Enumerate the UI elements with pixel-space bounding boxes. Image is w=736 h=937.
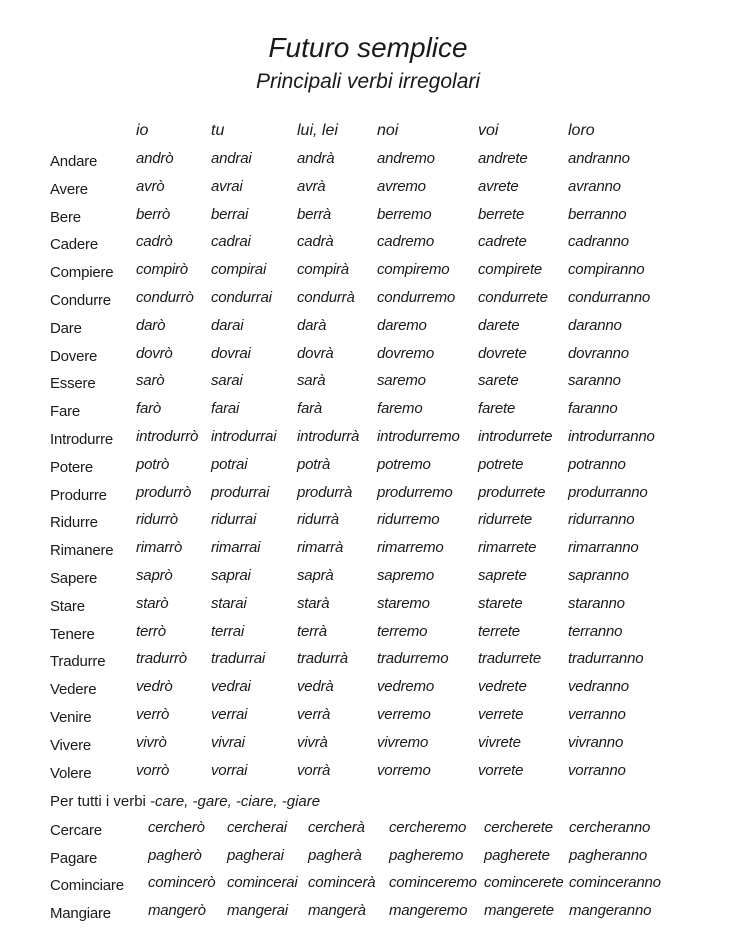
- verb-form: comincerò: [148, 874, 216, 892]
- verb-form: avrai: [211, 177, 243, 195]
- verb-form: cercherete: [484, 819, 553, 836]
- header-lui-lei: lui, lei: [297, 122, 338, 139]
- verb-infinitive: Tradurre: [50, 653, 106, 671]
- verb-infinitive: Rimanere: [50, 542, 114, 560]
- verb-form: vorrete: [478, 761, 524, 779]
- verb-form: pagherai: [227, 846, 284, 864]
- verb-row: [0, 317, 736, 345]
- verb-form: compirò: [136, 261, 188, 279]
- verb-form: verremo: [377, 706, 431, 723]
- header-io: io: [136, 122, 149, 139]
- verb-row: [0, 539, 736, 567]
- verb-form: condurrà: [297, 289, 355, 306]
- verb-form: sapranno: [568, 567, 629, 584]
- verb-row: [0, 874, 736, 902]
- verb-infinitive: Avere: [50, 180, 88, 198]
- verb-row: [0, 847, 736, 875]
- verb-form: vorranno: [568, 761, 626, 779]
- verb-form: verrà: [297, 706, 331, 723]
- verb-form: saprete: [478, 567, 527, 584]
- verb-form: mangerò: [148, 902, 206, 920]
- verb-form: saranno: [568, 372, 621, 390]
- verb-form: vedrete: [478, 678, 527, 696]
- verb-form: saprò: [136, 567, 173, 584]
- verb-row: [0, 372, 736, 400]
- verb-form: comincerete: [484, 874, 564, 892]
- verb-form: compirà: [297, 261, 349, 279]
- verb-form: vivranno: [568, 733, 624, 751]
- verb-form: andremo: [377, 150, 435, 167]
- rule-note: [50, 793, 320, 810]
- verb-form: verrò: [136, 706, 170, 723]
- verb-row: [0, 650, 736, 678]
- verb-form: andrete: [478, 150, 528, 167]
- verb-form: compirai: [211, 261, 267, 279]
- verb-form: daranno: [568, 316, 622, 334]
- verb-form: verrai: [211, 706, 248, 723]
- verb-form: rimarrà: [297, 539, 344, 557]
- verb-infinitive: Ridurre: [50, 514, 98, 532]
- verb-form: avrà: [297, 177, 326, 195]
- verb-row: [0, 511, 736, 539]
- verb-form: saremo: [377, 372, 426, 390]
- verb-form: faremo: [377, 400, 423, 418]
- verb-infinitive: Pagare: [50, 849, 98, 867]
- verb-form: mangeremo: [389, 902, 468, 920]
- verb-form: cadremo: [377, 233, 434, 251]
- verb-row: [0, 819, 736, 847]
- verb-form: faranno: [568, 400, 618, 418]
- verb-infinitive: Tenere: [50, 625, 95, 643]
- rule-note-prefix: Per tutti i verbi: [50, 793, 146, 810]
- verb-row: [0, 762, 736, 790]
- verb-form: introdurrò: [136, 428, 199, 445]
- verb-form: mangerai: [227, 902, 288, 920]
- verb-row: [0, 261, 736, 289]
- verb-row: [0, 484, 736, 512]
- verb-form: ridurrò: [136, 511, 178, 529]
- header-loro: loro: [568, 122, 595, 139]
- verb-form: sarò: [136, 372, 165, 390]
- verb-form: rimarranno: [568, 539, 639, 557]
- verb-form: sapremo: [377, 567, 434, 584]
- verb-row: [0, 233, 736, 261]
- header-tu: tu: [211, 122, 225, 139]
- verb-infinitive: Produrre: [50, 486, 107, 504]
- verb-form: ridurrai: [211, 511, 257, 529]
- verb-form: pagherà: [308, 846, 362, 864]
- verb-row: [0, 150, 736, 178]
- verb-form: starete: [478, 594, 523, 612]
- verb-infinitive: Essere: [50, 375, 96, 393]
- verb-form: mangerà: [308, 902, 366, 920]
- verb-form: ridurrete: [478, 511, 533, 529]
- verb-infinitive: Cadere: [50, 236, 98, 254]
- verb-form: terrà: [297, 622, 327, 640]
- verb-form: potrà: [297, 455, 331, 473]
- verb-form: potrete: [478, 455, 524, 473]
- verb-form: darete: [478, 316, 520, 334]
- verb-form: berrò: [136, 205, 171, 223]
- verb-form: terremo: [377, 622, 428, 640]
- verb-row: [0, 623, 736, 651]
- verb-form: sarà: [297, 372, 326, 390]
- verb-form: potrai: [211, 455, 248, 473]
- verb-form: vorremo: [377, 761, 431, 779]
- header-noi: noi: [377, 122, 399, 139]
- verb-form: introdurrà: [297, 428, 360, 445]
- verb-form: compirete: [478, 261, 543, 279]
- verb-form: cadrai: [211, 233, 251, 251]
- verb-form: cercheranno: [569, 819, 651, 836]
- verb-form: dovranno: [568, 344, 629, 362]
- verb-form: tradurrai: [211, 650, 266, 668]
- verb-form: pagherò: [148, 846, 202, 864]
- verb-infinitive: Cercare: [50, 822, 102, 839]
- verb-form: condurremo: [377, 289, 456, 306]
- verb-row: [0, 400, 736, 428]
- verb-infinitive: Bere: [50, 208, 81, 226]
- verb-form: dovrete: [478, 344, 527, 362]
- verb-form: cercheremo: [389, 819, 467, 836]
- verb-form: dovrai: [211, 344, 251, 362]
- verb-infinitive: Stare: [50, 597, 85, 615]
- verb-row: [0, 206, 736, 234]
- verb-form: produrrà: [297, 483, 353, 501]
- verb-form: sarete: [478, 372, 519, 390]
- verb-infinitive: Volere: [50, 764, 92, 782]
- verb-form: farò: [136, 400, 162, 418]
- verb-form: compiranno: [568, 261, 645, 279]
- verb-form: cominceremo: [389, 874, 477, 892]
- verb-form: vivrete: [478, 733, 521, 751]
- verb-form: farete: [478, 400, 516, 418]
- header-voi: voi: [478, 122, 499, 139]
- verb-form: comincerai: [227, 874, 298, 892]
- verb-form: terrete: [478, 622, 520, 640]
- verb-form: vedrà: [297, 678, 334, 696]
- verb-form: produrrò: [136, 483, 192, 501]
- verb-form: mangeranno: [569, 902, 652, 920]
- verb-infinitive: Condurre: [50, 292, 111, 309]
- verb-form: rimarrò: [136, 539, 183, 557]
- verb-form: compiremo: [377, 261, 450, 279]
- verb-form: farai: [211, 400, 240, 418]
- verb-form: potrò: [136, 455, 170, 473]
- verb-infinitive: Fare: [50, 403, 81, 421]
- verb-form: berrà: [297, 205, 332, 223]
- verb-row: [0, 706, 736, 734]
- verb-form: vedrò: [136, 678, 173, 696]
- verb-form: cadrete: [478, 233, 527, 251]
- verb-form: vorrà: [297, 761, 331, 779]
- verb-form: dovremo: [377, 344, 434, 362]
- verb-form: ridurrà: [297, 511, 339, 529]
- verb-form: berremo: [377, 205, 432, 223]
- verb-form: verrete: [478, 706, 524, 723]
- verb-row: [0, 289, 736, 317]
- verb-form: vedremo: [377, 678, 434, 696]
- verb-form: saprà: [297, 567, 334, 584]
- verb-form: condurranno: [568, 289, 651, 306]
- verb-form: cercherò: [148, 819, 205, 836]
- verb-form: starà: [297, 594, 330, 612]
- verb-form: potremo: [377, 455, 431, 473]
- verb-form: vivrà: [297, 733, 328, 751]
- verb-form: darò: [136, 316, 166, 334]
- verb-form: vorrò: [136, 761, 170, 779]
- verb-form: vorrai: [211, 761, 248, 779]
- verb-form: tradurrò: [136, 650, 187, 668]
- verb-form: avremo: [377, 177, 426, 195]
- verb-form: vedrai: [211, 678, 251, 696]
- verb-infinitive: Introdurre: [50, 431, 114, 448]
- verb-form: condurrò: [136, 289, 194, 306]
- verb-form: dovrà: [297, 344, 334, 362]
- verb-form: produrremo: [377, 483, 453, 501]
- verb-row: [0, 678, 736, 706]
- verb-form: cadranno: [568, 233, 629, 251]
- verb-form: terranno: [568, 622, 623, 640]
- verb-row: [0, 595, 736, 623]
- verb-infinitive: Dovere: [50, 347, 98, 365]
- verb-form: staranno: [568, 594, 625, 612]
- verb-infinitive: Dare: [50, 319, 82, 337]
- verb-form: rimarrete: [478, 539, 537, 557]
- verb-form: terrai: [211, 622, 244, 640]
- verb-form: dovrò: [136, 344, 173, 362]
- verb-form: rimarremo: [377, 539, 444, 557]
- verb-infinitive: Cominciare: [50, 877, 124, 895]
- verb-row: [0, 902, 736, 930]
- verb-form: andrà: [297, 150, 335, 167]
- verb-form: avranno: [568, 177, 621, 195]
- verb-form: cercherai: [227, 819, 287, 836]
- verb-form: produrrai: [211, 483, 270, 501]
- verb-form: produrranno: [568, 483, 648, 501]
- verb-form: vivrò: [136, 733, 167, 751]
- verb-form: tradurrà: [297, 650, 348, 668]
- verb-form: comincerà: [308, 874, 376, 892]
- rule-note-endings: -care, -gare, -ciare, -giare: [150, 793, 321, 810]
- verb-form: introdurrete: [478, 428, 553, 445]
- verb-form: cominceranno: [569, 874, 661, 892]
- verb-row: [0, 734, 736, 762]
- page-subtitle: Principali verbi irregolari: [255, 70, 481, 93]
- verb-form: produrrete: [478, 483, 546, 501]
- verb-form: verranno: [568, 706, 626, 723]
- verb-row: [0, 456, 736, 484]
- verb-form: darà: [297, 316, 327, 334]
- verb-form: daremo: [377, 316, 427, 334]
- verb-form: andranno: [568, 150, 630, 167]
- verb-form: potranno: [568, 455, 626, 473]
- verb-infinitive: Vivere: [50, 736, 92, 754]
- verb-form: tradurremo: [377, 650, 449, 668]
- verb-form: vivremo: [377, 733, 429, 751]
- verb-form: avrò: [136, 177, 165, 195]
- verb-infinitive: Compiere: [50, 264, 114, 282]
- verb-infinitive: Andare: [50, 153, 98, 170]
- verb-row: [0, 178, 736, 206]
- verb-form: avrete: [478, 177, 519, 195]
- verb-form: introdurranno: [568, 428, 655, 445]
- verb-infinitive: Mangiare: [50, 905, 111, 923]
- verb-form: pagheranno: [569, 846, 648, 864]
- verb-form: starò: [136, 594, 169, 612]
- verb-infinitive: Venire: [50, 709, 92, 726]
- verb-form: vivrai: [211, 733, 245, 751]
- verb-row: [0, 345, 736, 373]
- verb-form: pagherete: [484, 846, 550, 864]
- verb-form: introdurremo: [377, 428, 460, 445]
- verb-form: saprai: [211, 567, 251, 584]
- verb-infinitive: Sapere: [50, 570, 98, 587]
- verb-form: cadrò: [136, 233, 173, 251]
- verb-form: cercherà: [308, 819, 365, 836]
- verb-form: starai: [211, 594, 247, 612]
- verb-form: staremo: [377, 594, 430, 612]
- verb-form: farà: [297, 400, 323, 418]
- verb-form: ridurranno: [568, 511, 635, 529]
- verb-form: berrete: [478, 205, 525, 223]
- verb-form: tradurrete: [478, 650, 542, 668]
- verb-form: darai: [211, 316, 244, 334]
- verb-form: condurrai: [211, 289, 272, 306]
- verb-form: pagheremo: [389, 846, 464, 864]
- verb-form: ridurremo: [377, 511, 440, 529]
- verb-form: berrai: [211, 205, 249, 223]
- verb-row: [0, 428, 736, 456]
- verb-infinitive: Vedere: [50, 681, 97, 699]
- verb-form: sarai: [211, 372, 243, 390]
- verb-form: tradurranno: [568, 650, 644, 668]
- verb-form: andrai: [211, 150, 252, 167]
- verb-form: berranno: [568, 205, 627, 223]
- verb-form: introdurrai: [211, 428, 277, 445]
- verb-row: [0, 567, 736, 595]
- page-title: Futuro semplice: [268, 32, 468, 63]
- verb-form: cadrà: [297, 233, 334, 251]
- verb-form: vedranno: [568, 678, 629, 696]
- verb-form: terrò: [136, 622, 166, 640]
- verb-form: condurrete: [478, 289, 548, 306]
- verb-infinitive: Potere: [50, 458, 93, 476]
- verb-form: andrò: [136, 150, 174, 167]
- verb-form: rimarrai: [211, 539, 261, 557]
- verb-form: mangerete: [484, 902, 554, 920]
